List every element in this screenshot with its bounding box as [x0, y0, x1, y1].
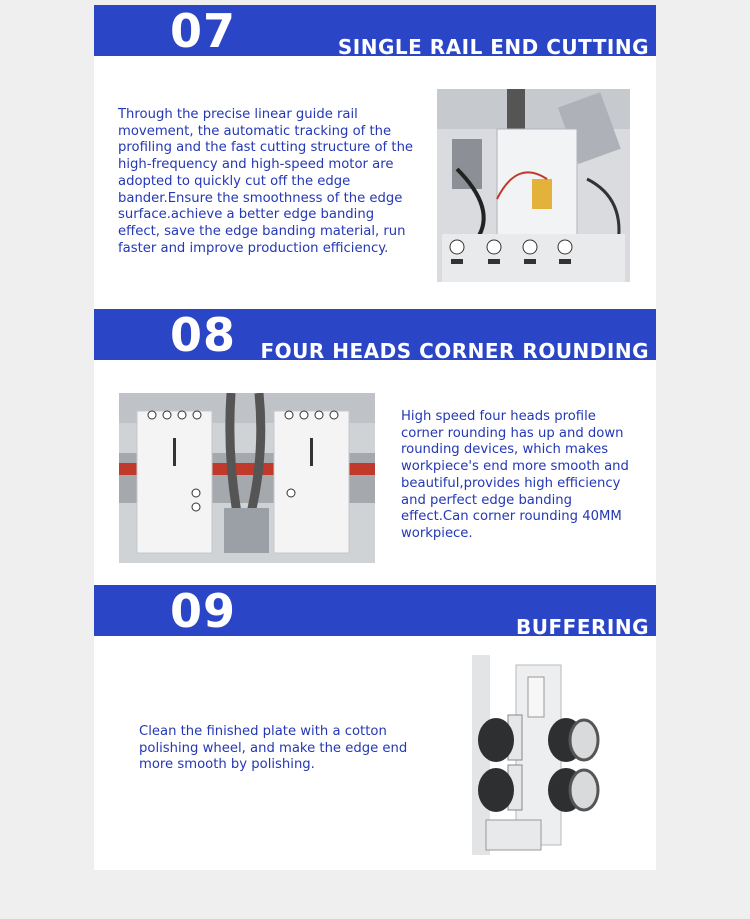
section-number: 08 — [170, 308, 237, 362]
section-description: Through the precise linear guide rail movement, the automatic tracking of the profiling and the fast cutting structure of the high-frequency and high-speed motor are adopted to quickly cut off the edge bander.Ensure the smoothness of the edge surface.achieve a better edge banding effect, save the edge banding material, run faster and improve production efficiency. — [118, 107, 414, 256]
section-banner — [94, 308, 656, 363]
end-cutting-photo — [437, 89, 630, 282]
section-description: Clean the finished plate with a cotton polishing wheel, and make the edge end more smooth by polishing. — [139, 724, 408, 773]
buffering-illustration — [466, 655, 616, 855]
section-banner — [94, 584, 656, 639]
section-corner-rounding — [94, 309, 656, 579]
section-buffering — [94, 585, 656, 870]
section-description: High speed four heads profile corner rounding has up and down rounding devices, which makes workpiece's end more smooth and beautiful,provides high efficiency and perfect edge banding effect.Can corner rounding 40MM workpiece. — [401, 409, 629, 541]
section-title: BUFFERING — [516, 615, 649, 639]
section-title: FOUR HEADS CORNER ROUNDING — [260, 339, 649, 363]
corner-rounding-photo — [119, 393, 375, 563]
product-detail-page — [94, 5, 656, 870]
section-title: SINGLE RAIL END CUTTING — [337, 35, 649, 59]
section-end-cutting — [94, 5, 656, 295]
section-number: 09 — [170, 584, 237, 638]
section-banner — [94, 4, 656, 59]
section-number: 07 — [170, 4, 237, 58]
